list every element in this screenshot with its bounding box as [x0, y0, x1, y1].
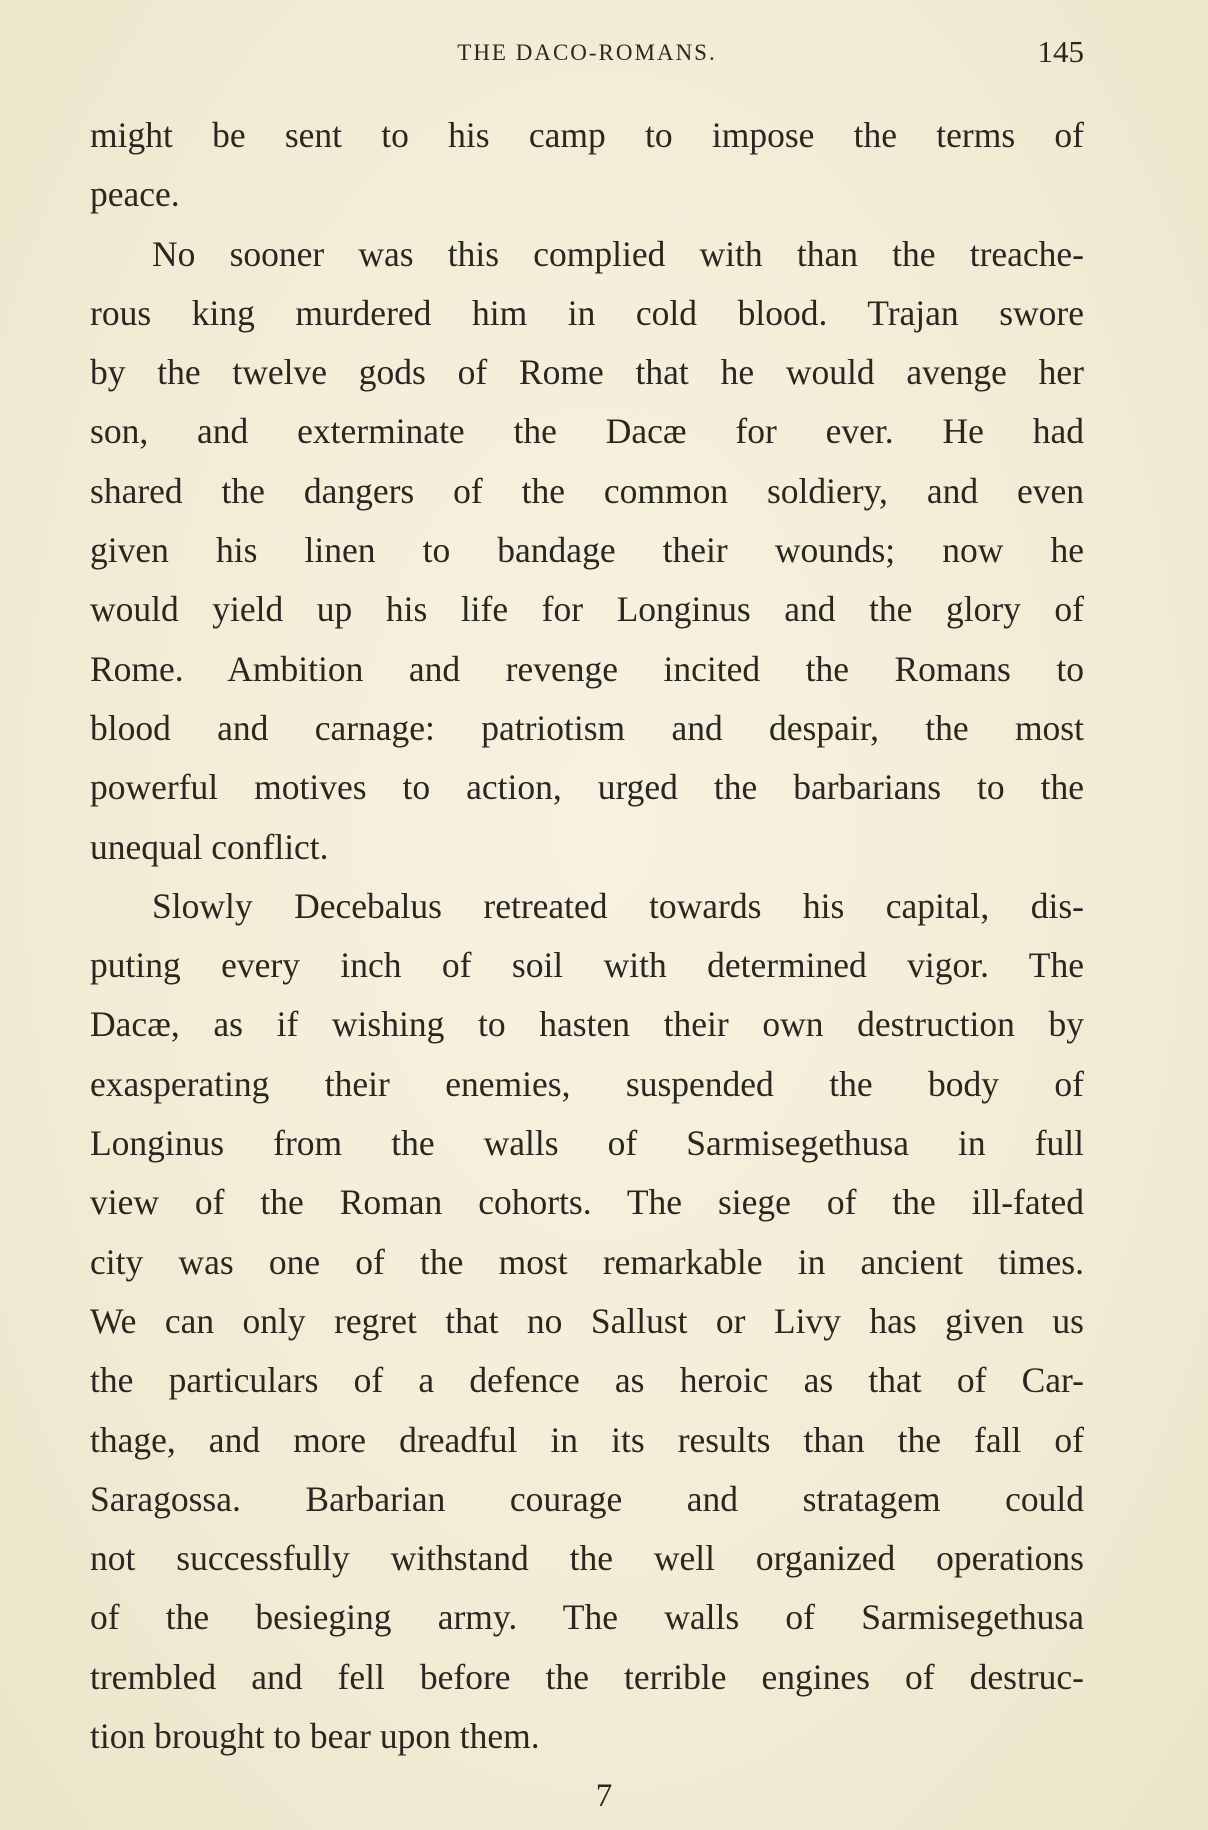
- text-line: given his linen to bandage their wounds; now he: [90, 530, 1084, 571]
- text-line: exasperating their enemies, suspended the body of: [90, 1063, 1084, 1104]
- text-line: might be sent to his camp to impose the terms of: [90, 115, 1084, 155]
- text-line: Longinus from the walls of Sarmisegethusa in full: [90, 1123, 1084, 1164]
- text-line: powerful motives to action, urged the barbarians to the: [90, 767, 1084, 808]
- text-line: would yield up his life for Longinus and the glory of: [90, 589, 1084, 630]
- body-text: [90, 106, 1084, 1766]
- text-line: unequal conflict.: [90, 826, 329, 867]
- text-line: shared the dangers of the common soldiery, and even: [90, 470, 1084, 511]
- text-line: tion brought to bear upon them.: [90, 1716, 540, 1757]
- text-line: puting every inch of soil with determined vigor. The: [90, 945, 1084, 986]
- text-line: city was one of the most remarkable in ancient times.: [90, 1241, 1084, 1282]
- text-line: rous king murdered him in cold blood. Trajan swore: [90, 292, 1084, 333]
- running-title: THE DACO-ROMANS.: [457, 40, 717, 65]
- text-line: Rome. Ambition and revenge incited the Romans to: [90, 648, 1084, 689]
- text-line: of the besieging army. The walls of Sarmisegethusa: [90, 1597, 1084, 1638]
- text-line: son, and exterminate the Dacæ for ever. He had: [90, 411, 1084, 452]
- text-line: Slowly Decebalus retreated towards his capital, dis-: [152, 885, 1084, 926]
- text-line: blood and carnage: patriotism and despair, the most: [90, 707, 1084, 748]
- text-line: thage, and more dreadful in its results than the fall of: [90, 1419, 1084, 1460]
- text-line: view of the Roman cohorts. The siege of the ill-fated: [90, 1182, 1084, 1223]
- text-line: trembled and fell before the terrible engines of destruc-: [90, 1656, 1084, 1697]
- page-number: 145: [1037, 34, 1084, 69]
- text-line: peace.: [90, 174, 180, 215]
- signature-mark: 7: [595, 1778, 613, 1814]
- text-line: We can only regret that no Sallust or Livy has given us: [90, 1300, 1084, 1341]
- text-line: the particulars of a defence as heroic as that of Car-: [90, 1360, 1084, 1401]
- text-line: Dacæ, as if wishing to hasten their own destruction by: [90, 1004, 1084, 1045]
- text-line: not successfully withstand the well organized operations: [90, 1538, 1084, 1579]
- running-head: [90, 34, 1084, 74]
- text-line: by the twelve gods of Rome that he would avenge her: [90, 352, 1084, 393]
- text-line: No sooner was this complied with than the treache-: [152, 233, 1084, 274]
- text-line: Saragossa. Barbarian courage and stratagem could: [90, 1478, 1084, 1519]
